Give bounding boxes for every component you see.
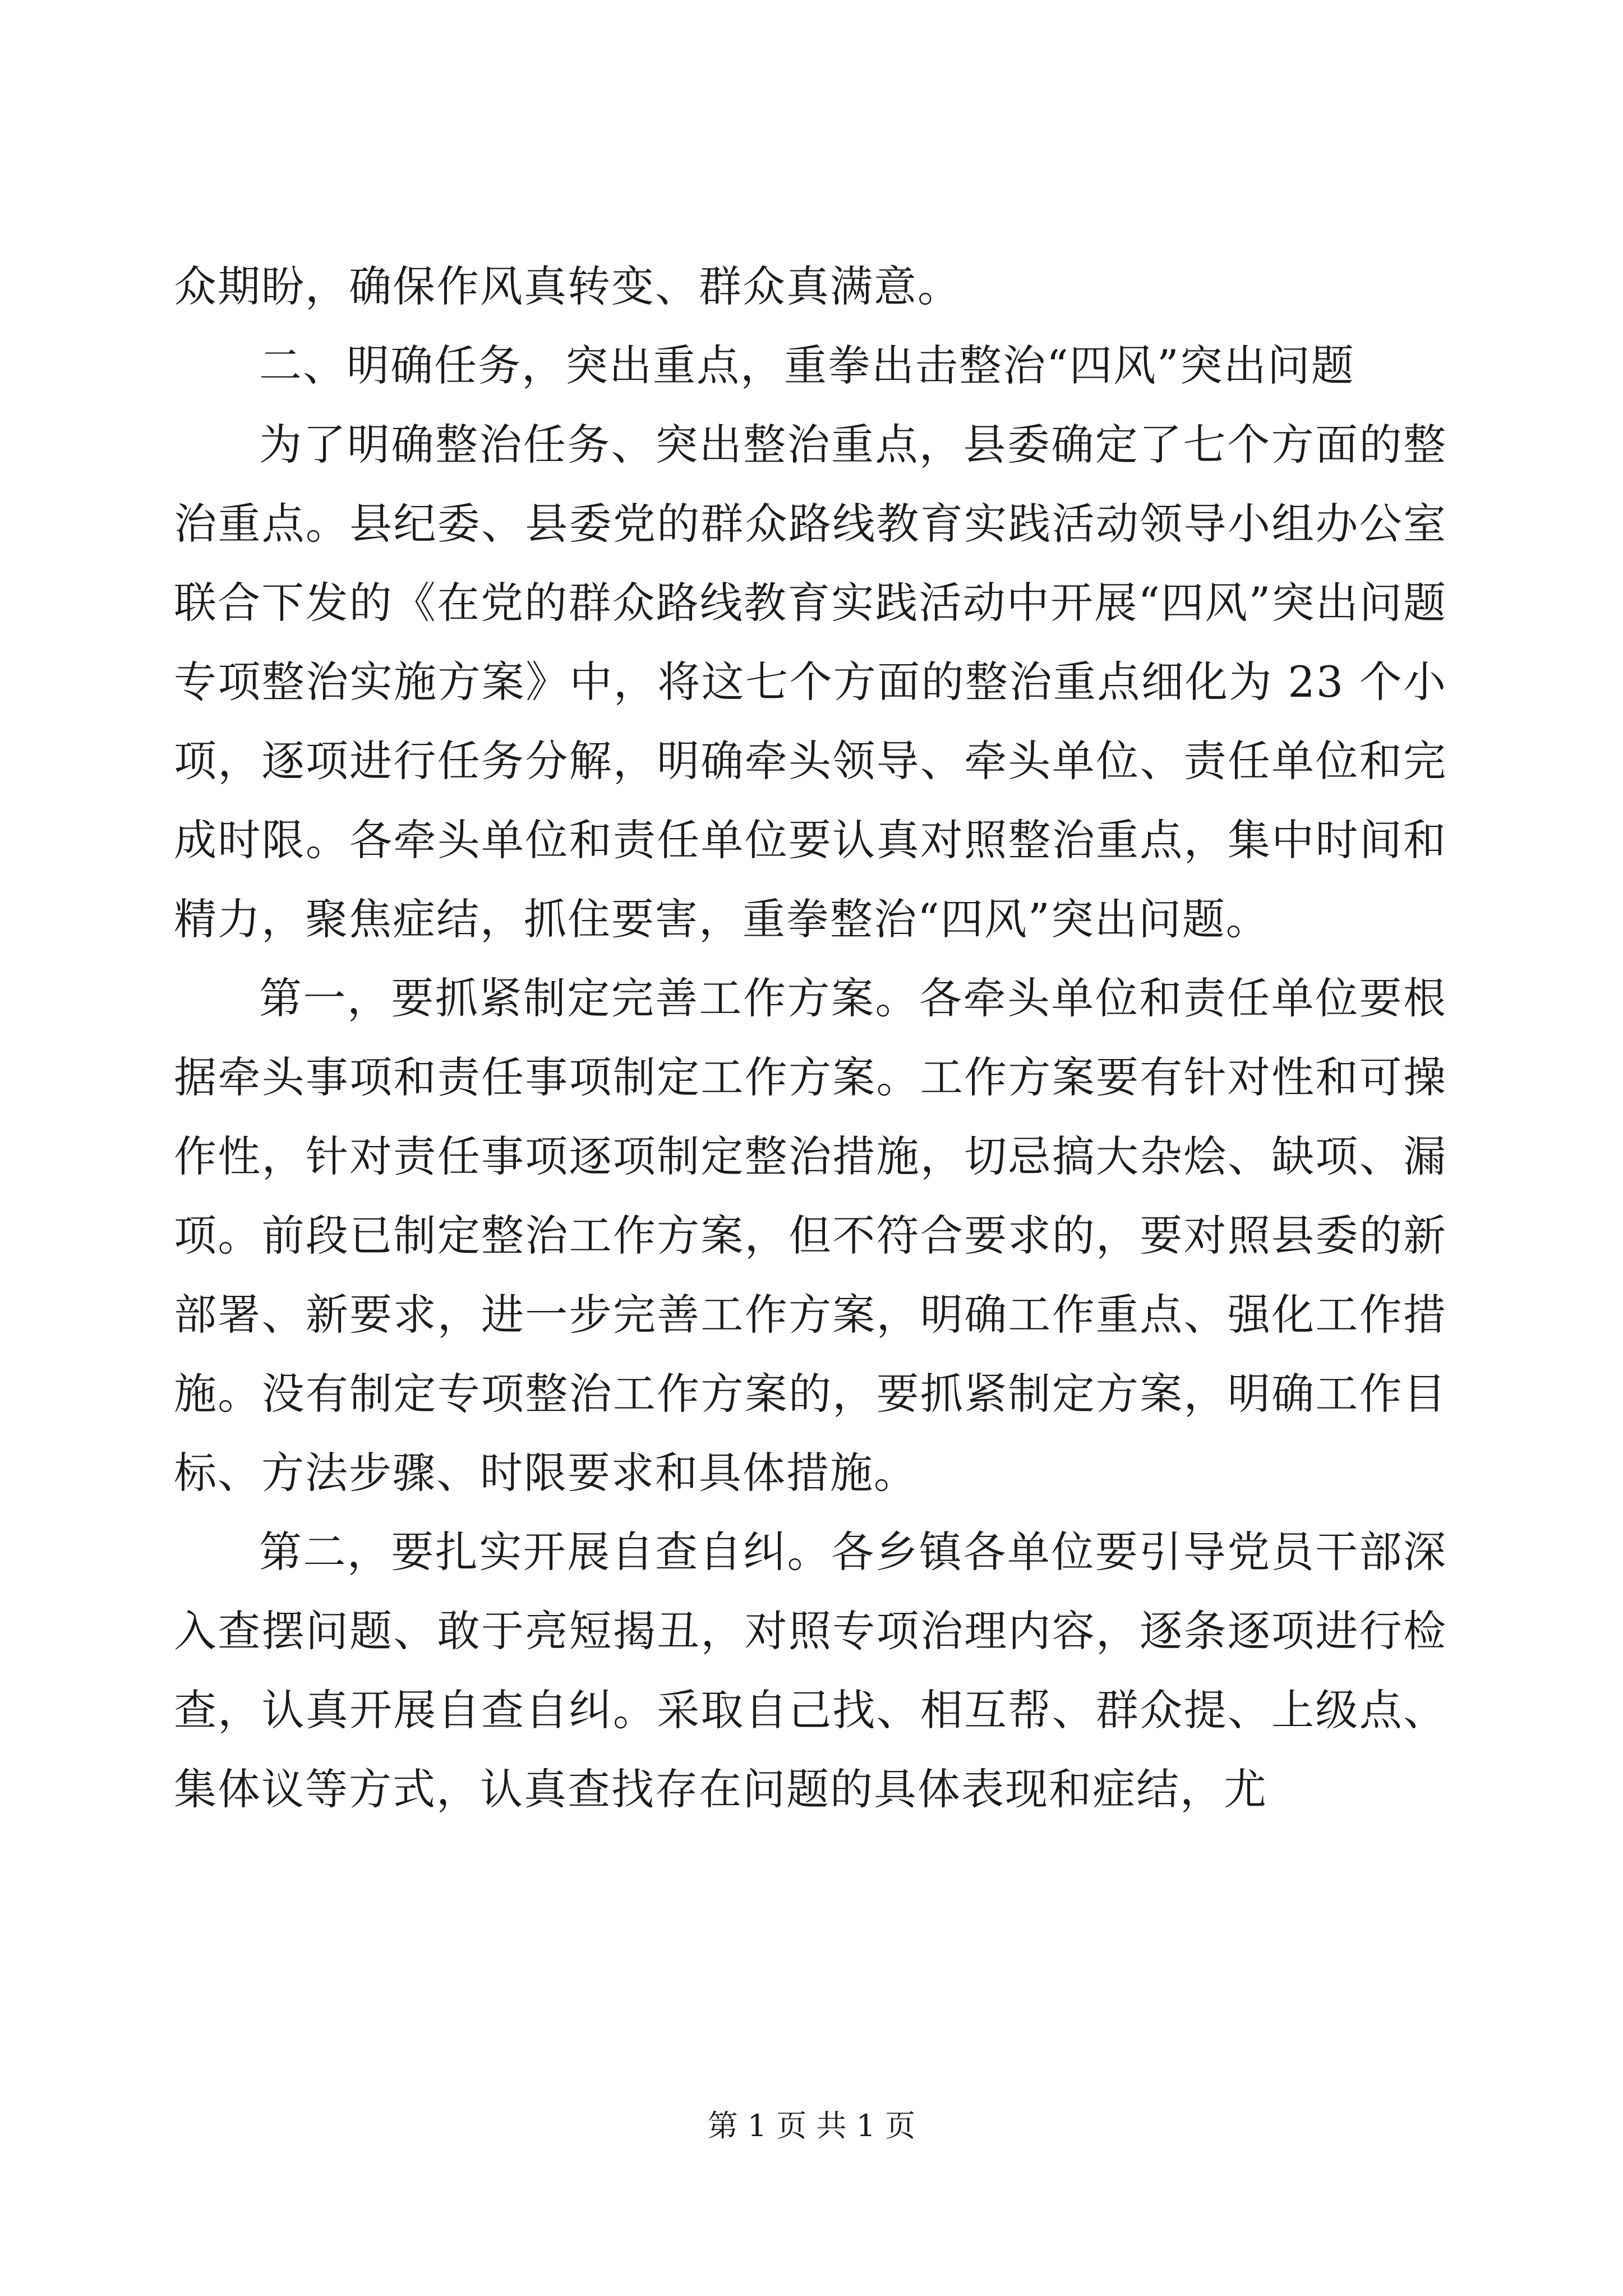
- paragraph-5: 第二，要扎实开展自查自纠。各乡镇各单位要引导党员干部深入查摆问题、敢于亮短揭丑，对照专项治理内容，逐条逐项进行检查，认真开展自查自纠。采取自己找、相互帮、群众提、上级点、集体议等方式，认真查找存在问题的具体表现和症结，尤: [174, 1527, 1447, 1814]
- document-body: [174, 247, 1447, 1829]
- paragraph-3: 为了明确整治任务、突出整治重点，县委确定了七个方面的整治重点。县纪委、县委党的群众路线教育实践活动领导小组办公室联合下发的《在党的群众路线教育实践活动中开展“四风”突出问题专项整治实施方案》中，将这七个方面的整治重点细化为 23 个小项，逐项进行任务分解，明确牵头领导、牵头单位、责任单位和完成时限。各牵头单位和责任单位要认真对照整治重点，集中时间和精力，聚焦症结，抓住要害，重拳整治“四风”突出问题。: [174, 420, 1447, 944]
- paragraph-1: 众期盼，确保作风真转变、群众真满意。: [174, 261, 961, 311]
- paragraph-4: 第一，要抓紧制定完善工作方案。各牵头单位和责任单位要根据牵头事项和责任事项制定工作方案。工作方案要有针对性和可操作性，针对责任事项逐项制定整治措施，切忌搞大杂烩、缺项、漏项。前段已制定整治工作方案，但不符合要求的，要对照县委的新部署、新要求，进一步完善工作方案，明确工作重点、强化工作措施。没有制定专项整治工作方案的，要抓紧制定方案，明确工作目标、方法步骤、时限要求和具体措施。: [174, 973, 1447, 1498]
- section-heading-2: 二、明确任务，突出重点，重拳出击整治“四风”突出问题: [259, 341, 1355, 390]
- page-number-footer: 第 1 页 共 1 页: [707, 2108, 916, 2143]
